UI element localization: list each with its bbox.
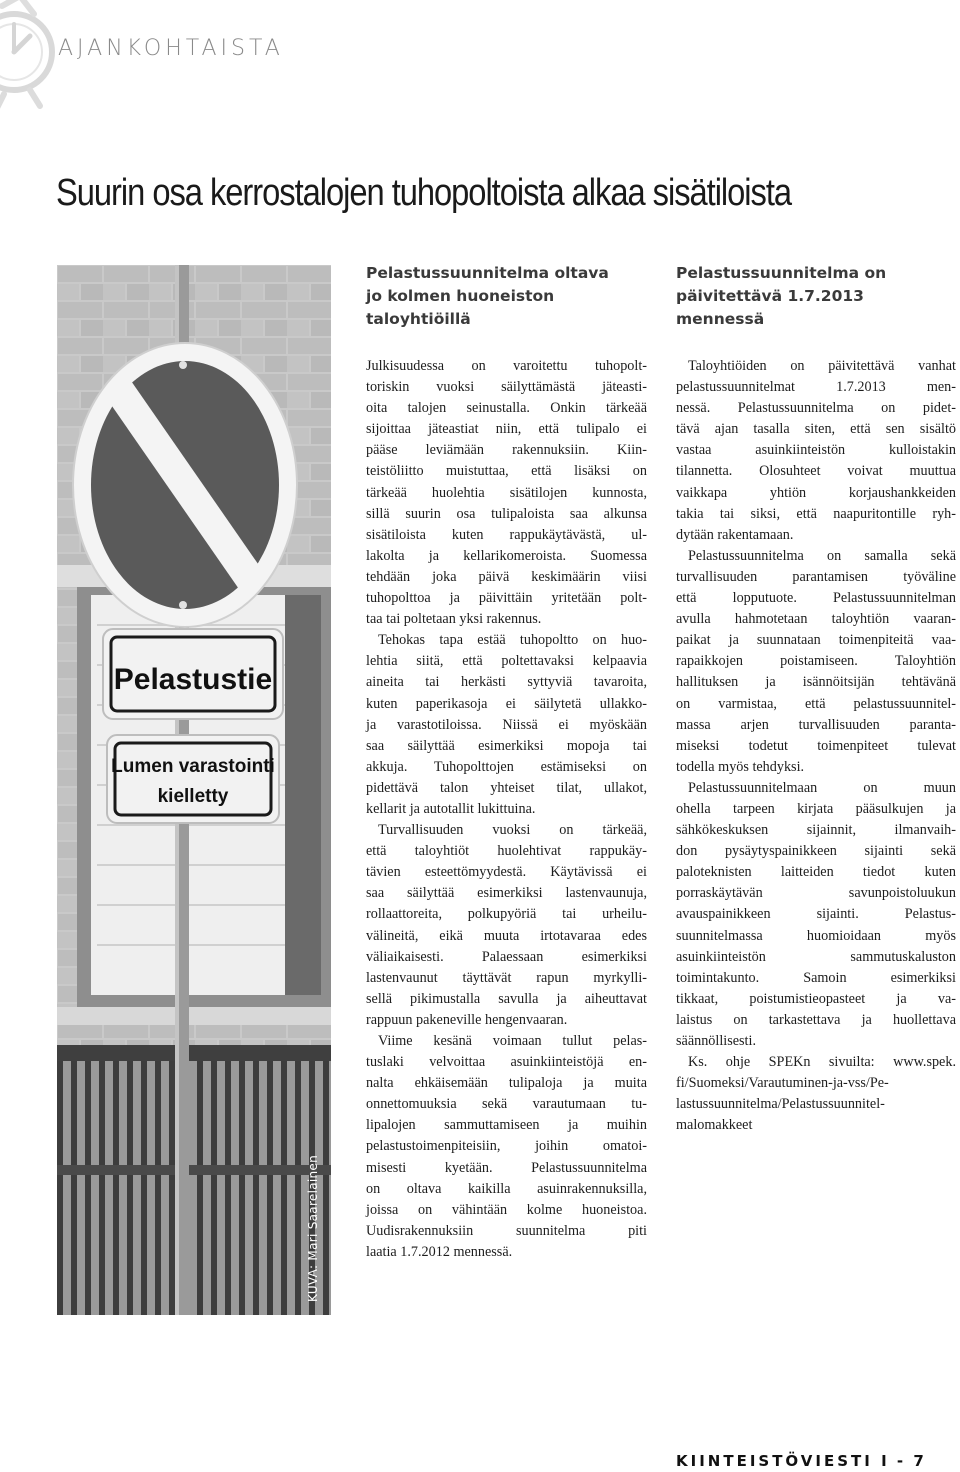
footer-dash: -: [896, 1452, 906, 1470]
column1-text-line: tehdään joka päivä keskimäärin viisi: [366, 568, 647, 585]
column1-text-line: on oltava kaikilla asuinrakennuksilla,: [366, 1180, 647, 1197]
article-headline: Suurin osa kerrostalojen tuhopoltoista alkaa sisätiloista: [56, 172, 792, 214]
column2-text-line: tilannetta. Olosuhteet voivat muuttua: [676, 463, 956, 480]
column2-text-line: nessä. Pelastussuunnitelma on pidet-: [676, 400, 956, 417]
page-number: 7: [913, 1452, 926, 1470]
clock-watermark-icon: [0, 0, 60, 120]
column1-text-line: Julkisuudessa on varoitettu tuhopolt-: [366, 358, 647, 374]
column1-text-line: akkuja. Tuhopolttojen estämiseksi on: [366, 758, 647, 775]
column1-heading-line: Pelastussuunnitelma oltava: [366, 264, 609, 282]
column2-text-line: don pysäytyspainikkeen sijainti sekä: [676, 843, 956, 860]
page-footer: [676, 1452, 926, 1470]
column1-text-line: lakolta ja kellarikomeroista. Suomessa: [366, 547, 647, 564]
column2-text-line: sähkökeskuksen sijainnit, ilmanvaih-: [676, 822, 956, 839]
column1-text-line: ja varastotiloissa. Niissä ei myöskään: [366, 716, 647, 733]
column1-text-line: joissa on vähintään kolme huoneistoa.: [366, 1201, 647, 1218]
column2-text-line: lastussuunnitelma/Pelastussuunnitel-: [676, 1096, 885, 1113]
column1-text-line: aineita tai herkästi syttyviä tavaroita,: [366, 674, 647, 691]
column2-text-line: takia tai siksi, että naapuritontille ryh-: [676, 505, 956, 522]
column2-text-line: vastaa asuinkiinteistön kulloistakin: [676, 442, 956, 459]
column1-text-line: rappuun pakeneville hengenvaaran.: [366, 1011, 568, 1028]
sign-pelastustie: Pelastustie: [113, 663, 273, 696]
column2-heading-line: päivitettävä 1.7.2013: [676, 287, 864, 305]
column1-text-line: väliaikaisesti. Palaessaan esimerkiksi: [366, 948, 647, 965]
column1-text-line: sijoittaa jäteastiat niin, että tulipalo ei: [366, 421, 647, 438]
column1-heading-line: taloyhtiöillä: [366, 310, 471, 328]
column1-text-line: välineitä, eikä muuta irtotavaraa edes: [366, 927, 647, 944]
column2-text-line: Ks. ohje SPEKn sivuilta: www.spek.: [688, 1054, 956, 1071]
column2-text-line: säännöllisesti.: [676, 1033, 756, 1049]
column2-heading-line: Pelastussuunnitelma on: [676, 264, 887, 282]
column1-text-line: sisätiloista kuten rappukäytävästä, ul-: [366, 526, 647, 543]
column1-text-line: tuhopolttoa ja päivittäin yritetään polt-: [366, 590, 647, 607]
column1-text-line: oita talojen seinustalla. Onkin tärkeää: [366, 400, 647, 417]
column2-text-line: asuinkiinteistön sammutuskaluston: [676, 948, 956, 965]
column1-text-line: Viime kesänä voimaan tullut pelas-: [378, 1033, 647, 1049]
column1-text-line: pääse leviämään rakennuksiin. Kiin-: [366, 442, 647, 459]
column2-text-line: malomakkeet: [676, 1117, 753, 1134]
column2-text-line: Taloyhtiöiden on päivitettävä vanhat: [688, 358, 956, 374]
column2-text-line: suunnitelmassa huomioidaan myös: [676, 927, 956, 944]
column1-text-line: saa säilyttää esimerkiksi lastenvaunuja,: [366, 885, 647, 902]
column2-text-line: Pelastussuunnitelma on samalla sekä: [688, 547, 956, 564]
column1-text-line: pidettävä talon yhteiset tilat, ullakot,: [366, 779, 647, 796]
column2-text-line: paikat ja suunnataan toimenpiteitä vaa-: [676, 632, 956, 649]
column2-heading-line: mennessä: [676, 310, 765, 328]
column2-text-line: hallituksen ja isännöitsijän tehtävänä: [676, 674, 956, 691]
column2-heading: [676, 262, 886, 331]
column2-text-line: avulla hahmotetaan taloyhtiön vaaran-: [676, 611, 956, 628]
column2-text-line: todella myös tehdyksi.: [676, 758, 805, 775]
column2-text-line: miseksi todetut toimenpiteet tulevat: [676, 737, 956, 754]
column1-text-line: lipalojen sammuttamiseen ja muihin: [366, 1117, 647, 1134]
column1-text-line: lastenvaunut täyttävät rapun myrkylli-: [366, 969, 647, 986]
sign-kielletty: kielletty: [157, 786, 229, 807]
column2-text-line: vaikkapa yhtiön korjaushankkeiden: [676, 484, 956, 501]
column2-text-line: dytään rakentamaan.: [676, 526, 794, 543]
column1-text-line: onnettomuuksia sekä varautumaan tu-: [366, 1096, 647, 1113]
column1-text-line: tuslaki velvoittaa asuinkiinteistöjä en-: [366, 1054, 647, 1071]
column1-text-line: kellarit ja autotallit lukittuina.: [366, 800, 536, 817]
column1-text-line: pelastustoimenpiteisiin, joihin omatoi-: [366, 1138, 647, 1155]
section-label: AJANKOHTAISTA: [58, 36, 284, 61]
column2-text-line: massa arjen turvallisuuden paranta-: [676, 716, 956, 733]
column2-text-line: tävä ajan tasalla siten, että sen sisältö: [676, 421, 956, 438]
column2-text-line: että lopputuote. Pelastussuunnitelman: [676, 590, 956, 607]
column1-text-line: lehtia siitä, että poltettavaksi kelpaavia: [366, 653, 647, 670]
magazine-name: KIINTEISTÖVIESTI: [676, 1452, 873, 1470]
column1-text-line: että taloyhtiöt huolehtivat rappukäy-: [366, 843, 647, 860]
column1-text-line: rollaattoreita, polkupyöriä tai urheilu-: [366, 906, 647, 923]
column1-text-line: sellä pikimustalla savulla ja aiheuttavat: [366, 990, 647, 1007]
column1-heading: [366, 262, 609, 331]
column2-text-line: toimintakunto. Samoin esimerkiksi: [676, 969, 956, 986]
sign-lumen-varastointi: Lumen varastointi: [111, 756, 275, 777]
column2-text-line: porraskäytävän savunpoistoluukun: [676, 885, 956, 902]
column2-text-line: Pelastussuunnitelmaan on muun: [688, 779, 956, 796]
column1-text-line: tärkeää huolehtia sisätilojen kunnosta,: [366, 484, 647, 501]
column1-text-line: teistöliitto muistuttaa, että lisäksi on: [366, 463, 647, 480]
column1-text-line: taa tai poltetaan yksi rakennus.: [366, 611, 542, 628]
article-photo: [57, 265, 331, 1315]
column1-text-line: laatia 1.7.2012 mennessä.: [366, 1243, 513, 1260]
column1-heading-line: jo kolmen huoneiston: [366, 287, 555, 305]
column2-text-line: ohella tarpeen kirjata pääsulkujen ja: [676, 800, 956, 817]
column2-text-line: on varmistaa, että pelastussuunnitel-: [676, 695, 956, 712]
column1-text-line: Tehokas tapa estää tuhopoltto on huo-: [378, 632, 647, 649]
column1-text-line: sillä suurin osa tulipaloista saa alkunsa: [366, 505, 647, 522]
column1-body: [366, 356, 647, 1263]
column1-text-line: Uudisrakennuksiin suunnitelma piti: [366, 1222, 647, 1239]
column1-text-line: nalta ehkäisemään tulipaloja ja muita: [366, 1075, 647, 1092]
column2-text-line: rapaikkojen poistamiseen. Taloyhtiön: [676, 653, 956, 670]
column2-text-line: turvallisuuden parantamisen työväline: [676, 568, 956, 585]
column1-text-line: misesti kyetään. Pelastussuunnitelma: [366, 1159, 647, 1176]
column1-text-line: kuten paperikasoja ei säilytetä ullakko-: [366, 695, 647, 712]
photo-credit: KUVA: Mari Saarelainen: [306, 1154, 320, 1302]
column2-text-line: laistus on tarkastettava ja huollettava: [676, 1011, 956, 1028]
issue-number: I: [881, 1452, 889, 1470]
column2-text-line: avauspainikkeen sijainti. Pelastus-: [676, 906, 956, 923]
column2-text-line: pelastussuunnitelmat 1.7.2013 men-: [676, 379, 956, 396]
column2-text-line: tikkaat, poistumistieopasteet ja va-: [676, 990, 956, 1007]
column1-text-line: Turvallisuuden vuoksi on tärkeää,: [378, 822, 647, 839]
column1-text-line: saa säilyttää esimerkiksi mopoja tai: [366, 737, 647, 754]
column2-body: [676, 356, 956, 1136]
column2-text-line: fi/Suomeksi/Varautuminen-ja-vss/Pe-: [676, 1075, 889, 1092]
column1-text-line: toriskin vuoksi säilyttämästä jäteasti-: [366, 379, 647, 396]
column1-text-line: tävien esteettömyydestä. Käytävissä ei: [366, 864, 647, 881]
column2-text-line: paloteknisten laitteiden tiedot kuten: [676, 864, 956, 881]
